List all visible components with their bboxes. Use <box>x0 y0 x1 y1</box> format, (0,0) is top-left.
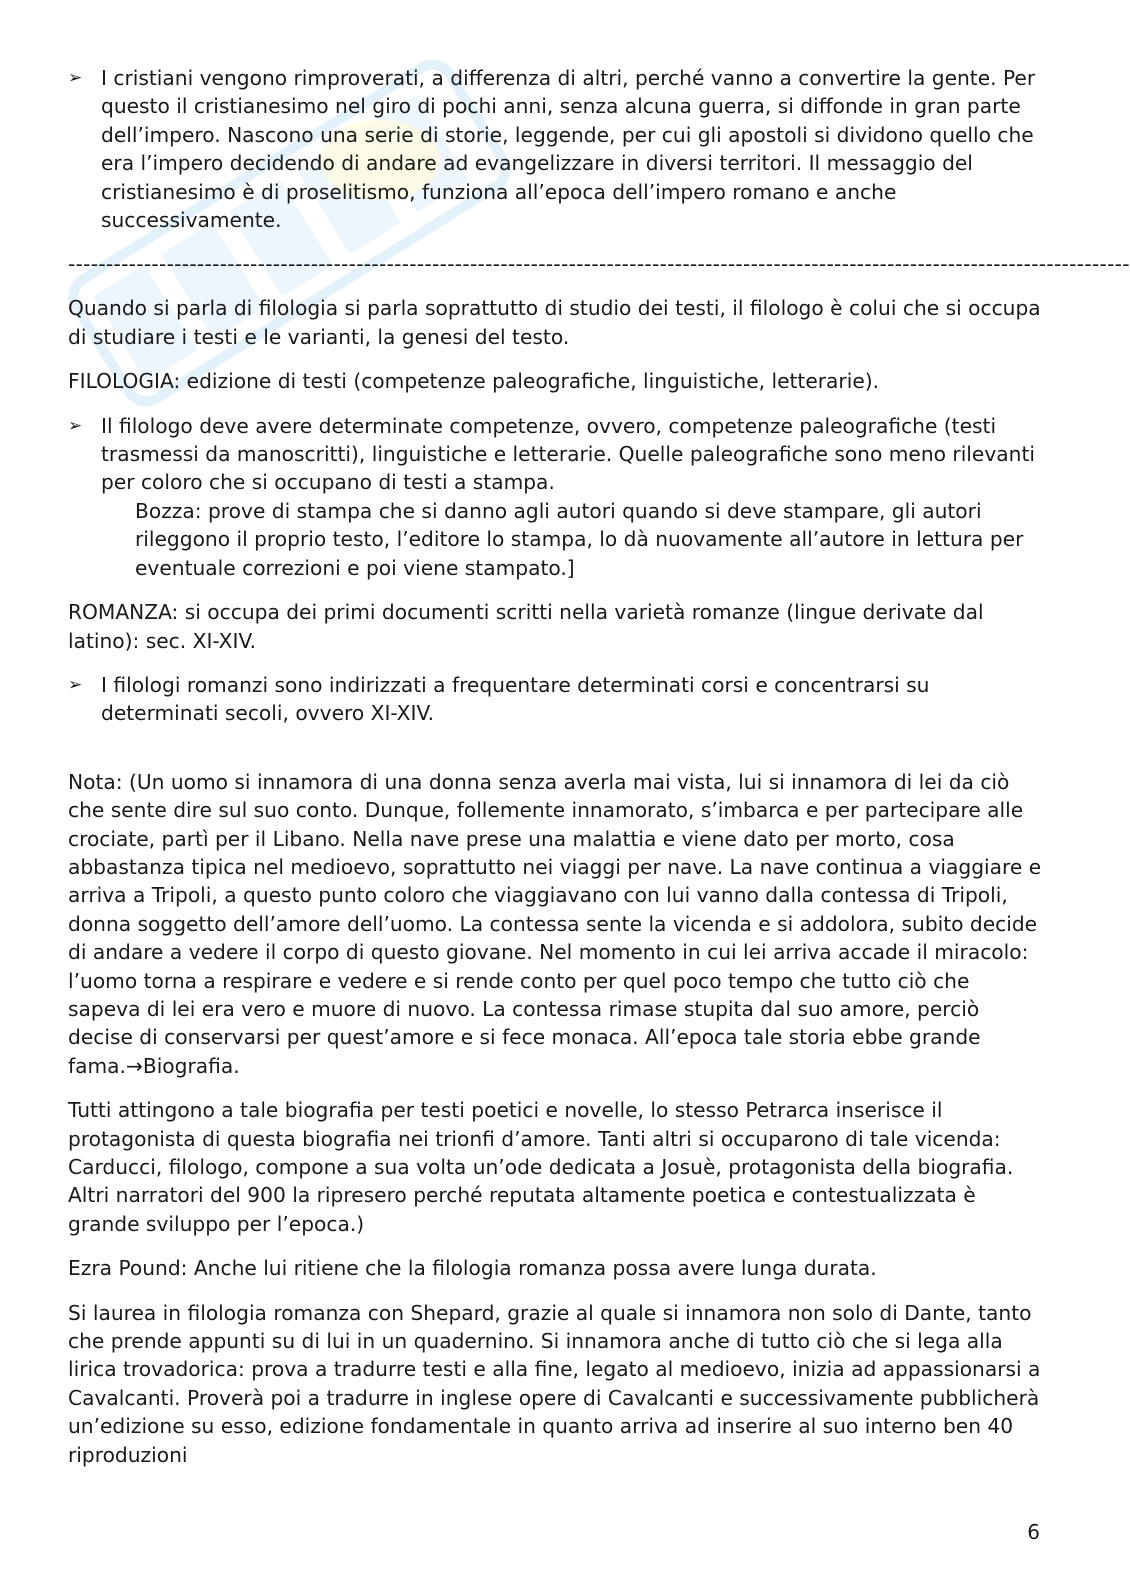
bullet-item <box>68 671 1048 728</box>
paragraph: Si laurea in filologia romanza con Shepard, grazie al quale si innamora non solo di Dante, tanto che prende appunti su di lui in un quadernino. Si innamora anche di tutto ciò che si lega alla lirica trovadorica: prova a tradurre testi e alla fine, legato al medioevo, inizia ad appassionarsi a Cavalcanti. Proverà poi a tradurre in inglese opere di Cavalcanti e successivamente pubblicherà un’edizione su esso, edizione fondamentale in quanto arriva ad inserire al suo interno ben 40 riproduzioni <box>68 1300 1041 1467</box>
page-number: 6 <box>1027 1520 1040 1544</box>
paragraph: ROMANZA: si occupa dei primi documenti scritti nella varietà romanze (lingue derivate dal latino): sec. XI-XIV. <box>68 600 984 653</box>
paragraph: Nota: (Un uomo si innamora di una donna senza averla mai vista, lui si innamora di lei da ciò che sente dire sul suo conto. Dunque, follemente innamorato, s’imbarca e per partecipare alle crociate, partì per il Libano. Nella nave prese una malattia e viene dato per morto, cosa abbastanza tipica nel medioevo, soprattutto nei viaggi per nave. La nave continua a viaggiare e arriva a Tripoli, a questo punto coloro che viaggiavano con lui vanno dalla contessa di Tripoli, donna soggetto dell’amore dell’uomo. La contessa sente la vicenda e si addolora, subito decide di andare a vedere il corpo di questo giovane. Nel momento in cui lei arriva accade il miracolo: l’uomo torna a respirare e vedere e si rende conto per quel poco tempo che tutto ciò che sapeva di lei era vero e muore di nuovo. La contessa rimase stupita dal suo amore, perciò decise di conservarsi per quest’amore e si fece monaca. All’epoca tale storia ebbe grande fama.→Biografia. <box>68 769 1042 1078</box>
bullet-text: I filologi romanzi sono indirizzati a frequentare determinati corsi e concentrarsi su determinati secoli, ovvero XI-XIV. <box>101 672 930 726</box>
arrow-bullet-icon: ➢ <box>68 674 83 695</box>
paragraph: FILOLOGIA: edizione di testi (competenze paleografiche, linguistiche, letterarie). <box>68 369 880 394</box>
bullet-item <box>68 412 1048 582</box>
bullet-item <box>68 64 1048 234</box>
spacer <box>68 744 1048 768</box>
arrow-bullet-icon: ➢ <box>68 68 83 88</box>
paragraph: Tutti attingono a tale biografia per testi poetici e novelle, lo stesso Petrarca inserisce il protagonista di questa biografia nei trionfi d’amore. Tanti altri si occuparono di tale vicenda: Carducci, filologo, compone a sua volta un’ode dedicata a Josuè, protagonista della biografia. Altri narratori del 900 la ripresero perché reputata altamente poetica e contestualizzata è grande sviluppo per l’epoca.) <box>68 1098 1014 1236</box>
separator-line: -------------------------------------------------------------------------------------------------------------------------------------------- <box>68 252 1130 277</box>
arrow-bullet-icon: ➢ <box>68 415 83 436</box>
sub-note: Bozza: prove di stampa che si danno agli autori quando si deve stampare, gli autori rileggono il proprio testo, l’editore lo stampa, lo dà nuovamente all’autore in lettura per eventuale correzioni e poi viene stampato.] <box>135 498 1024 580</box>
bullet-text: I cristiani vengono rimproverati, a differenza di altri, perché vanno a convertire la gente. Per questo il cristianesimo nel giro di pochi anni, senza alcuna guerra, si diffonde in gran parte dell’impero. Nascono una serie di storie, leggende, per cui gli apostoli si dividono quello che era l’impero decidendo di andare ad evangelizzare in diversi territori. Il messaggio del cristianesimo è di proselitismo, funziona all’epoca dell’impero romano e anche successivamente. <box>101 66 1036 233</box>
paragraph: Quando si parla di filologia si parla soprattutto di studio dei testi, il filologo è colui che si occupa di studiare i testi e le varianti, la genesi del testo. <box>68 296 1041 349</box>
bullet-text: Il filologo deve avere determinate competenze, ovvero, competenze paleografiche (testi trasmessi da manoscritti), linguistiche e letterarie. Quelle paleografiche sono meno rilevanti per coloro che si occupano di testi a stampa. <box>101 413 1035 495</box>
paragraph: Ezra Pound: Anche lui ritiene che la filologia romanza possa avere lunga durata. <box>68 1256 877 1281</box>
document-body <box>68 64 1130 1485</box>
